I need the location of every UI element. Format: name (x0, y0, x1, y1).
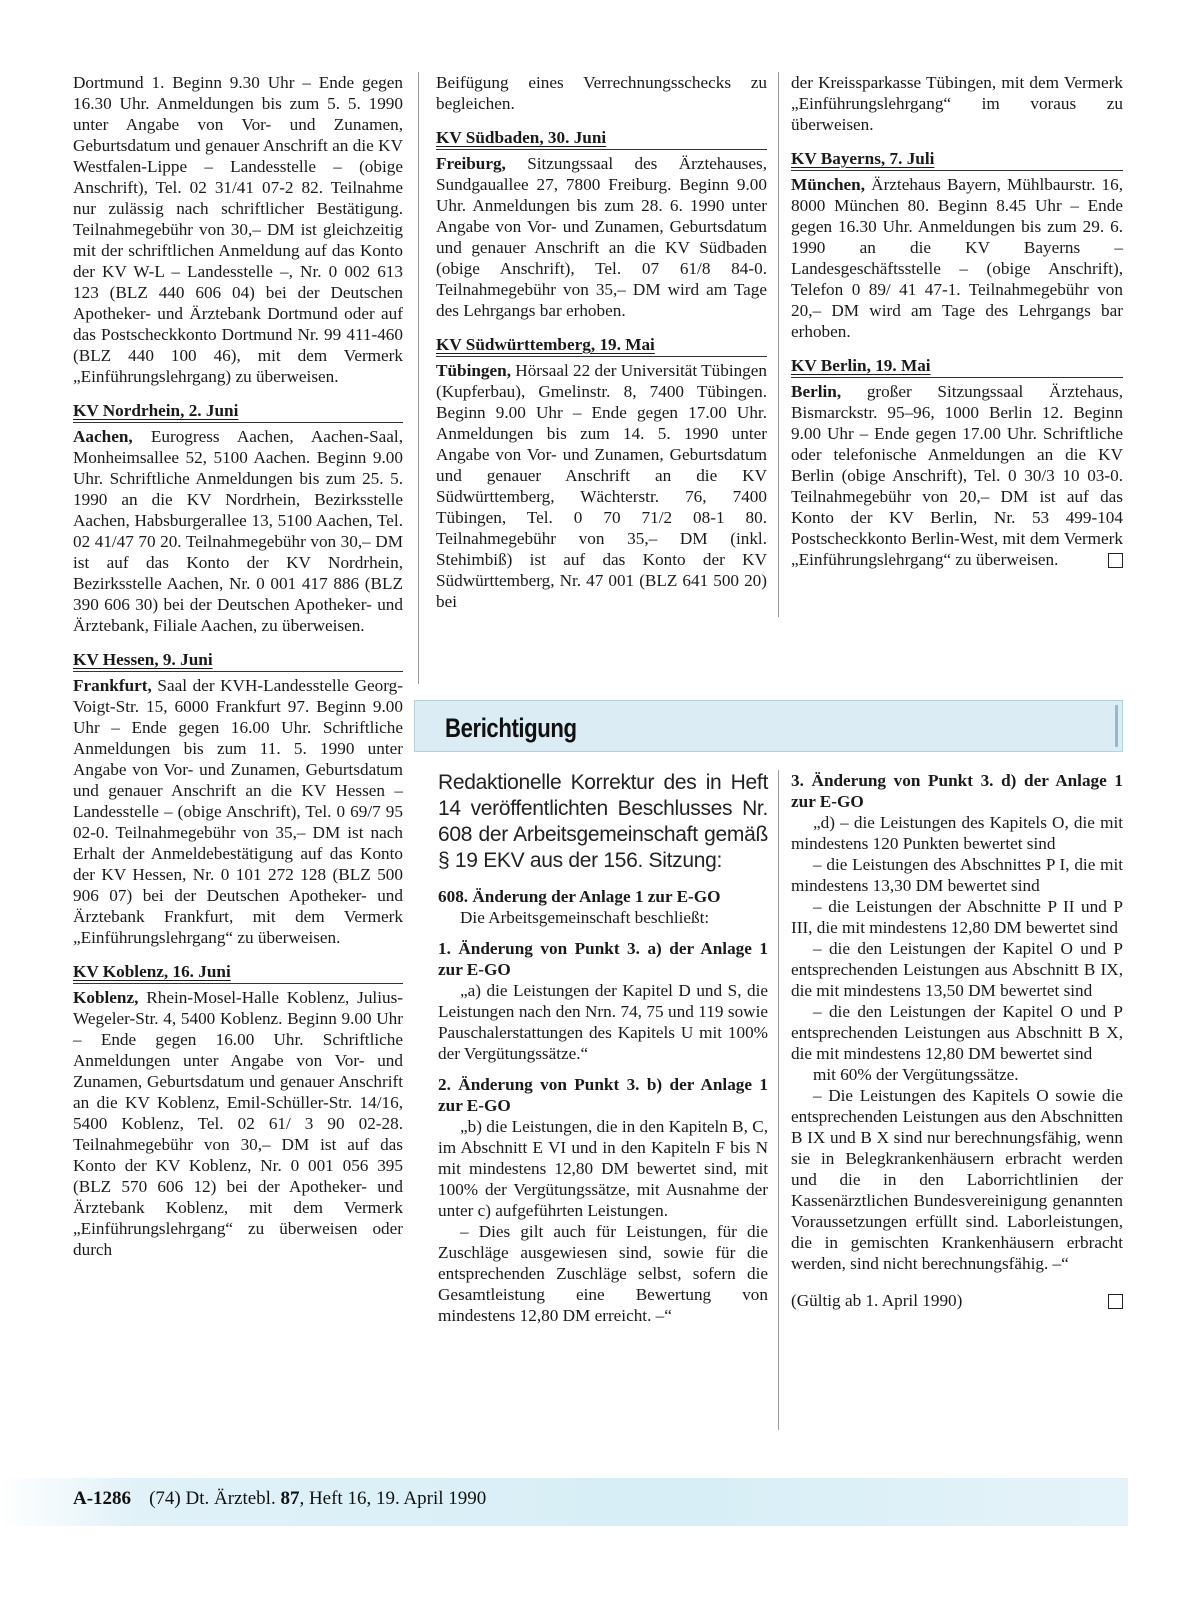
citation-pre: (74) Dt. Ärztebl. (149, 1488, 281, 1509)
heading-aenderung-3: 3. Änderung von Punkt 3. d) der Anlage 1 zur E-GO (791, 771, 1123, 811)
section-heading: KV Berlin, 19. Mai (791, 355, 1123, 378)
section-place: München, (791, 175, 866, 194)
page-number: A-1286 (73, 1488, 132, 1509)
berichtigung-banner (414, 700, 1123, 752)
section-heading: KV Hessen, 9. Juni (73, 649, 403, 672)
section-kv-suedbaden (436, 127, 767, 321)
column-1 (73, 72, 403, 1260)
col1-intro: Dortmund 1. Beginn 9.30 Uhr – Ende gegen 16.30 Uhr. Anmeldungen bis zum 5. 5. 1990 unter Angabe von Vor- und Zunamen, Geburtsdatum und genauer Anschrift an die KV Westfalen-Lippe – Landesstelle – (obige Anschrift), Tel. 02 31/41 07-2 82. Teilnahme nur zulässig nach schriftlicher Bestätigung. Teilnahmegebühr von 30,– DM ist gleichzeitig mit der schriftlichen Anmeldung auf das Konto der KV W-L – Landesstelle –, Nr. 0 002 613 123 (BLZ 440 606 04) bei der Deutschen Apotheker- und Ärztebank Dortmund oder auf das Postscheckkonto Dortmund Nr. 99 411-460 (BLZ 440 100 46), mit dem Vermerk „Einführungslehrgang) zu überweisen. (73, 73, 403, 386)
section-text: Ärztehaus Bayern, Mühlbaurstr. 16, 8000 München 80. Beginn 8.45 Uhr – Ende gegen 16.30 Uhr. Anmeldungen bis zum 29. 6. 1990 an die KV Bayerns – Landesgeschäftsstelle – (obige Anschrift), Telefon 0 89/ 41 47-1. Teilnahmegebühr von 20,– DM wird am Tage des Lehrgangs bar erhoben. (791, 175, 1123, 341)
berichtigung-intro: Redaktionelle Korrektur des in Heft 14 veröffentlichten Beschlusses Nr. 608 der Arbeitsgemeinschaft gemäß § 19 EKV aus der 156. Sitzung: (438, 771, 768, 872)
section-kv-suedwuerttemberg (436, 334, 767, 612)
section-place: Berlin, (791, 382, 842, 401)
section-text: Sitzungssaal des Ärztehauses, Sundgauallee 27, 7800 Freiburg. Beginn 9.00 Uhr. Anmeldungen bis zum 28. 6. 1990 unter Angabe von Vor- und Zunamen, Geburtsdatum und genauer Anschrift an die KV Südbaden (obige Anschrift), Tel. 07 61/8 84-0. Teilnahmegebühr von 35,– DM wird am Tage des Lehrgangs bar erhoben. (436, 154, 767, 320)
berichtigung-right-column (791, 770, 1123, 1311)
column-2 (436, 72, 767, 612)
berichtigung-left-column (438, 770, 768, 1326)
section-kv-hessen (73, 649, 403, 948)
end-of-article-box-icon (1108, 553, 1123, 568)
section-text: Hörsaal 22 der Universität Tübingen (Kupferbau), Gmelinstr. 8, 7400 Tübingen. Beginn 9.00 Uhr – Ende gegen 17.00 Uhr. Anmeldungen bis zum 14. 5. 1990 unter Angabe von Vor- und Zunamen, Geburtsdatum und genauer Anschrift an die KV Südwürttemberg, Wächterstr. 76, 7400 Tübingen, Tel. 0 70 71/2 08-1 80. Teilnahmegebühr von 35,– DM (inkl. Stehimbiß) ist auf das Konto der KV Südwürttemberg, Nr. 47 001 (BLZ 641 500 20) bei (436, 361, 767, 611)
end-of-article-box-icon (1108, 1294, 1123, 1309)
column-rule-1 (418, 72, 419, 684)
section-place: Koblenz, (73, 988, 139, 1007)
section-kv-bayerns (791, 148, 1123, 342)
footer (73, 1488, 486, 1510)
section-kv-berlin (791, 355, 1123, 570)
column-rule-2 (778, 72, 779, 617)
paragraph-aenderung-3d: – die den Leistungen der Kapitel O und P entsprechenden Leistungen aus Abschnitt B IX, die mit mindestens 13,50 DM bewertet sind (791, 939, 1123, 1000)
column-3 (791, 72, 1123, 570)
paragraph-aenderung-3g: – Die Leistungen des Kapitels O sowie die entsprechenden Leistungen aus den Abschnitten B IX und B X sind nur berechnungsfähig, wenn sie in Belegkrankenhäusern erbracht werden und die in den Laborrichtlinien der Kassenärztlichen Bundesvereinigung genannten Voraussetzungen erfüllt sind. Laborleistungen, die in gemischten Krankenhäusern erbracht werden, sind nicht berechnungsfähig. –“ (791, 1086, 1123, 1273)
section-text: Saal der KVH-Landesstelle Georg-Voigt-Str. 15, 6000 Frankfurt 97. Beginn 9.00 Uhr – Ende gegen 16.00 Uhr. Schriftliche Anmeldungen bis zum 11. 5. 1990 unter Angabe von Vor- und Zunamen, Geburtsdatum und genauer Anschrift an die KV Hessen – Landesstelle – (obige Anschrift), Tel. 0 69/7 95 02-0. Teilnahmegebühr von 35,– DM ist nach Erhalt der Anmeldebestätigung auf das Konto der KV Hessen, Nr. 0 101 272 128 (BLZ 500 906 07) bei der Deutschen Apotheker- und Ärztebank Frankfurt, mit dem Vermerk „Einführungslehrgang“ zu überweisen. (73, 676, 403, 947)
section-heading: KV Koblenz, 16. Juni (73, 961, 403, 984)
paragraph-aenderung-3a: „d) – die Leistungen des Kapitels O, die mit mindestens 120 Punkten bewertet sind (791, 813, 1123, 853)
section-text: Rhein-Mosel-Halle Koblenz, Julius-Wegeler-Str. 4, 5400 Koblenz. Beginn 9.00 Uhr – Ende gegen 16.00 Uhr. Schriftliche Anmeldungen unter Angabe von Vor- und Zunamen, Geburtsdatum und genauer Anschrift an die KV Koblenz, Emil-Schüller-Str. 14/16, 5400 Koblenz, Tel. 02 61/ 3 90 02-28. Teilnahmegebühr von 30,– DM ist auf das Konto der KV Koblenz, Nr. 0 001 056 395 (BLZ 570 606 12) bei der Apotheker- und Ärztebank Koblenz, mit dem Vermerk „Einführungslehrgang“ zu überweisen oder durch (73, 988, 403, 1259)
heading-aenderung-2: 2. Änderung von Punkt 3. b) der Anlage 1 zur E-GO (438, 1075, 768, 1115)
banner-edge-decoration (1115, 705, 1118, 747)
paragraph-aenderung-2b: – Dies gilt auch für Leistungen, für die Zuschläge ausgewiesen sind, sowie für die entsprechenden Zuschläge selbst, sofern die Gesamtleistung eine Bewertung von mindestens 12,80 DM erreicht. –“ (438, 1222, 768, 1325)
section-place: Aachen, (73, 427, 133, 446)
citation-post: , Heft 16, 19. April 1990 (299, 1488, 487, 1509)
paragraph-aenderung-3f: mit 60% der Vergütungssätze. (813, 1065, 1019, 1084)
berichtigung-title: Berichtigung (445, 713, 577, 743)
heading-aenderung-1: 1. Änderung von Punkt 3. a) der Anlage 1 zur E-GO (438, 939, 768, 979)
col2-intro: Beifügung eines Verrechnungsschecks zu begleichen. (436, 73, 767, 113)
heading-608: 608. Änderung der Anlage 1 zur E-GO (438, 887, 721, 906)
section-kv-nordrhein (73, 400, 403, 636)
paragraph-608: Die Arbeitsgemeinschaft beschließt: (460, 908, 710, 927)
section-place: Freiburg, (436, 154, 506, 173)
validity-note: (Gültig ab 1. April 1990) (791, 1291, 963, 1310)
col3-intro: der Kreissparkasse Tübingen, mit dem Vermerk „Einführungslehrgang“ im voraus zu überweisen. (791, 73, 1123, 134)
section-heading: KV Nordrhein, 2. Juni (73, 400, 403, 423)
section-place: Frankfurt, (73, 676, 152, 695)
section-heading: KV Südbaden, 30. Juni (436, 127, 767, 150)
column-rule-3 (778, 770, 779, 1430)
paragraph-aenderung-3b: – die Leistungen des Abschnittes P I, die mit mindestens 13,30 DM bewertet sind (791, 855, 1123, 895)
paragraph-aenderung-1: „a) die Leistungen der Kapitel D und S, die Leistungen nach den Nrn. 74, 75 und 119 sowie Pauschalerstattungen des Kapitels U mit 100% der Vergütungssätze.“ (438, 981, 768, 1063)
section-text: großer Sitzungssaal Ärztehaus, Bismarckstr. 95–96, 1000 Berlin 12. Beginn 9.00 Uhr – Ende gegen 17.00 Uhr. Schriftliche oder telefonische Anmeldungen an die KV Berlin (obige Anschrift), Tel. 0 30/3 10 03-0. Teilnahmegebühr von 20,– DM ist auf das Konto der KV Berlin, Nr. 53 499-104 Postscheckkonto Berlin-West, mit dem Vermerk „Einführungslehrgang“ zu überweisen. (791, 382, 1123, 569)
section-text: Eurogress Aachen, Aachen-Saal, Monheimsallee 52, 5100 Aachen. Beginn 9.00 Uhr. Schriftliche Anmeldungen bis zum 25. 5. 1990 an die KV Nordrhein, Bezirksstelle Aachen, Habsburgerallee 13, 5100 Aachen, Tel. 02 41/47 70 20. Teilnahmegebühr von 30,– DM ist auf das Konto der KV Nordrhein, Bezirksstelle Aachen, Nr. 0 001 417 886 (BLZ 390 606 30) bei der Deutschen Apotheker- und Ärztebank, Filiale Aachen, zu überweisen. (73, 427, 403, 635)
volume-number: 87 (280, 1488, 300, 1509)
paragraph-aenderung-3e: – die den Leistungen der Kapitel O und P entsprechenden Leistungen aus Abschnitt B X, die mit mindestens 12,80 DM bewertet sind (791, 1002, 1123, 1063)
paragraph-aenderung-2a: „b) die Leistungen, die in den Kapiteln B, C, im Abschnitt E VI und in den Kapiteln F bis N mit mindestens 12,80 DM bewertet sind, mit 100% der Vergütungssätze, mit Ausnahme der unter c) aufgeführten Leistungen. (438, 1117, 768, 1220)
paragraph-aenderung-3c: – die Leistungen der Abschnitte P II und P III, die mit mindestens 12,80 DM bewertet sind (791, 897, 1123, 937)
section-heading: KV Südwürttemberg, 19. Mai (436, 334, 767, 357)
section-heading: KV Bayerns, 7. Juli (791, 148, 1123, 171)
section-place: Tübingen, (436, 361, 511, 380)
section-kv-koblenz (73, 961, 403, 1260)
